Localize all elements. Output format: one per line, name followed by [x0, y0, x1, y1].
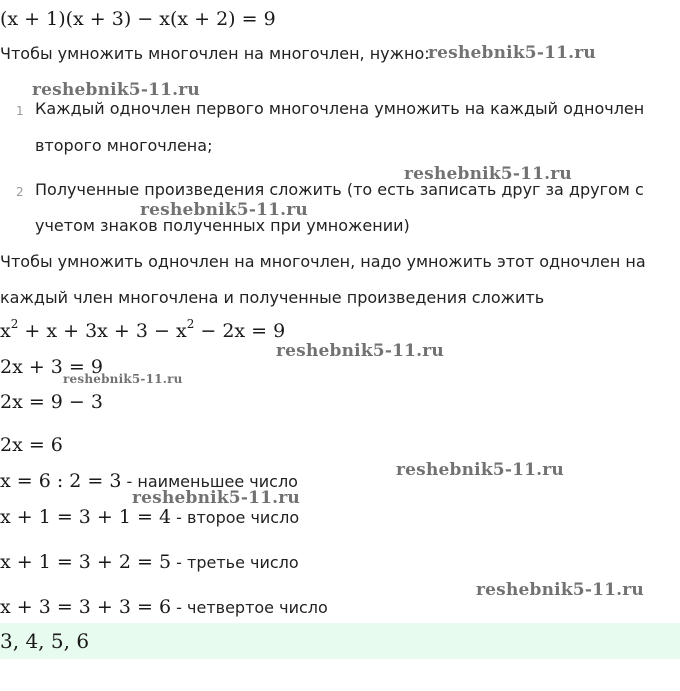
- rule2-text-continued: каждый член многочлена и полученные произведения сложить: [0, 288, 545, 307]
- step-text: Каждый одночлен первого многочлена умножить на каждый одночлен: [35, 99, 645, 118]
- expanded-equation: $x^2 + x + 3x + 3 - x^2 - 2x = 9$: [0, 316, 286, 342]
- watermark: reshebnik5-11.ru: [476, 580, 644, 600]
- watermark: reshebnik5-11.ru: [396, 460, 564, 480]
- answer-box: [0, 623, 680, 659]
- answer-text: 3, 4, 5, 6: [0, 629, 90, 653]
- step-number: 1: [16, 104, 24, 118]
- solution-step: 2x + 3 = 9: [0, 356, 103, 378]
- step-text: Полученные произведения сложить (то есть записать друг за другом с: [35, 180, 644, 199]
- solution-step: 2x = 6: [0, 434, 63, 456]
- watermark: reshebnik5-11.ru: [428, 43, 596, 63]
- solution-step: x + 3 = 3 + 3 = 6 - четвертое число: [0, 596, 328, 618]
- solution-step: 2x = 9 − 3: [0, 391, 103, 413]
- watermark: reshebnik5-11.ru: [404, 164, 572, 184]
- watermark: reshebnik5-11.ru: [276, 341, 444, 361]
- rule-intro: Чтобы умножить многочлен на многочлен, нужно:: [0, 44, 430, 63]
- solution-step: x + 1 = 3 + 2 = 5 - третье число: [0, 551, 299, 573]
- watermark: reshebnik5-11.ru: [132, 488, 300, 508]
- step-text-continued: учетом знаков полученных при умножении): [35, 216, 410, 235]
- solution-step: x = 6 : 2 = 3 - наименьшее число: [0, 470, 298, 492]
- watermark: reshebnik5-11.ru: [32, 80, 200, 100]
- rule2-text: Чтобы умножить одночлен на многочлен, надо умножить этот одночлен на: [0, 252, 646, 271]
- solution-step: x + 1 = 3 + 1 = 4 - второе число: [0, 506, 300, 528]
- watermark: reshebnik5-11.ru: [140, 200, 308, 220]
- watermark: reshebnik5-11.ru: [63, 372, 183, 386]
- step-text-continued: второго многочлена;: [35, 136, 213, 155]
- step-number: 2: [16, 185, 24, 199]
- given-equation: (x + 1)(x + 3) − x(x + 2) = 9: [0, 8, 276, 30]
